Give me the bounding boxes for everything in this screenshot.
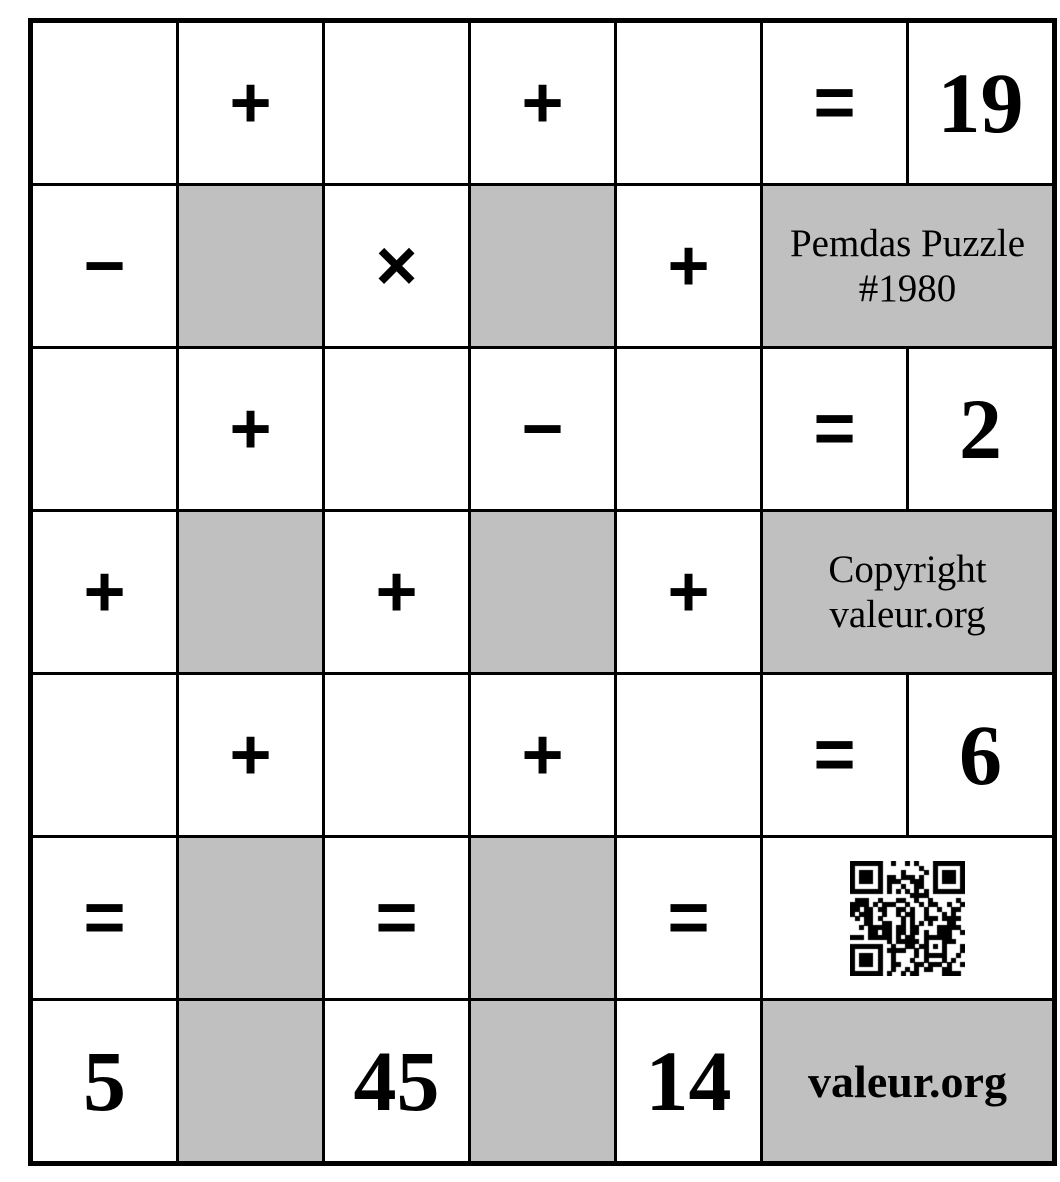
cell-r1c1-blank xyxy=(31,21,178,185)
cell-r4c2-shaded xyxy=(178,511,324,674)
cell-r6c1-equals-operator: = xyxy=(31,837,178,1000)
cell-r3c3-blank xyxy=(324,348,470,511)
grid-row-4 xyxy=(31,511,1055,674)
puzzle-title-line1: Pemdas Puzzle xyxy=(789,221,1026,265)
cell-r4c4-shaded xyxy=(470,511,616,674)
grid-row-5 xyxy=(31,674,1055,837)
cell-r6c5-equals-operator: = xyxy=(616,837,762,1000)
cell-r2c4-shaded xyxy=(470,185,616,348)
cell-r3c6-equals-operator: = xyxy=(762,348,908,511)
cell-r4c3-plus-operator: + xyxy=(324,511,470,674)
cell-r6c2-shaded xyxy=(178,837,324,1000)
cell-r1c2-plus-operator: + xyxy=(178,21,324,185)
qr-code xyxy=(850,861,965,976)
copyright-cell xyxy=(762,511,1055,674)
cell-r1c3-blank xyxy=(324,21,470,185)
cell-r3c2-plus-operator: + xyxy=(178,348,324,511)
cell-r6c3-equals-operator: = xyxy=(324,837,470,1000)
grid-row-1 xyxy=(31,21,1055,185)
cell-r5c4-plus-operator: + xyxy=(470,674,616,837)
cell-r3c4-minus-operator: − xyxy=(470,348,616,511)
cell-r5c3-blank xyxy=(324,674,470,837)
copyright-line2: valeur.org xyxy=(829,593,986,636)
grid-row-7 xyxy=(31,1000,1055,1164)
cell-r3c5-blank xyxy=(616,348,762,511)
qr-code-cell xyxy=(762,837,1055,1000)
cell-r2c1-minus-operator: − xyxy=(31,185,178,348)
cell-r5c5-blank xyxy=(616,674,762,837)
cell-r5c2-plus-operator: + xyxy=(178,674,324,837)
copyright-line1: Copyright xyxy=(828,547,987,591)
cell-r7c3-total: 45 xyxy=(324,1000,470,1164)
cell-r2c2-shaded xyxy=(178,185,324,348)
grid-row-6 xyxy=(31,837,1055,1000)
puzzle-title-cell xyxy=(762,185,1055,348)
cell-r6c4-shaded xyxy=(470,837,616,1000)
cell-r7c4-shaded xyxy=(470,1000,616,1164)
cell-r2c5-plus-operator: + xyxy=(616,185,762,348)
cell-r1c4-plus-operator: + xyxy=(470,21,616,185)
cell-r5c1-blank xyxy=(31,674,178,837)
puzzle-title-line2: #1980 xyxy=(858,267,957,310)
cell-r5c7-result: 6 xyxy=(908,674,1055,837)
grid-row-3 xyxy=(31,348,1055,511)
cell-r1c6-equals-operator: = xyxy=(762,21,908,185)
cell-r1c5-blank xyxy=(616,21,762,185)
brand-site-cell: valeur.org xyxy=(762,1000,1055,1164)
cell-r2c3-times-operator: × xyxy=(324,185,470,348)
cell-r4c5-plus-operator: + xyxy=(616,511,762,674)
cell-r3c1-blank xyxy=(31,348,178,511)
pemdas-puzzle-grid xyxy=(28,18,1057,1166)
cell-r4c1-plus-operator: + xyxy=(31,511,178,674)
cell-r3c7-result: 2 xyxy=(908,348,1055,511)
cell-r7c2-shaded xyxy=(178,1000,324,1164)
cell-r1c7-result: 19 xyxy=(908,21,1055,185)
cell-r5c6-equals-operator: = xyxy=(762,674,908,837)
grid-row-2 xyxy=(31,185,1055,348)
cell-r7c5-total: 14 xyxy=(616,1000,762,1164)
cell-r7c1-total: 5 xyxy=(31,1000,178,1164)
